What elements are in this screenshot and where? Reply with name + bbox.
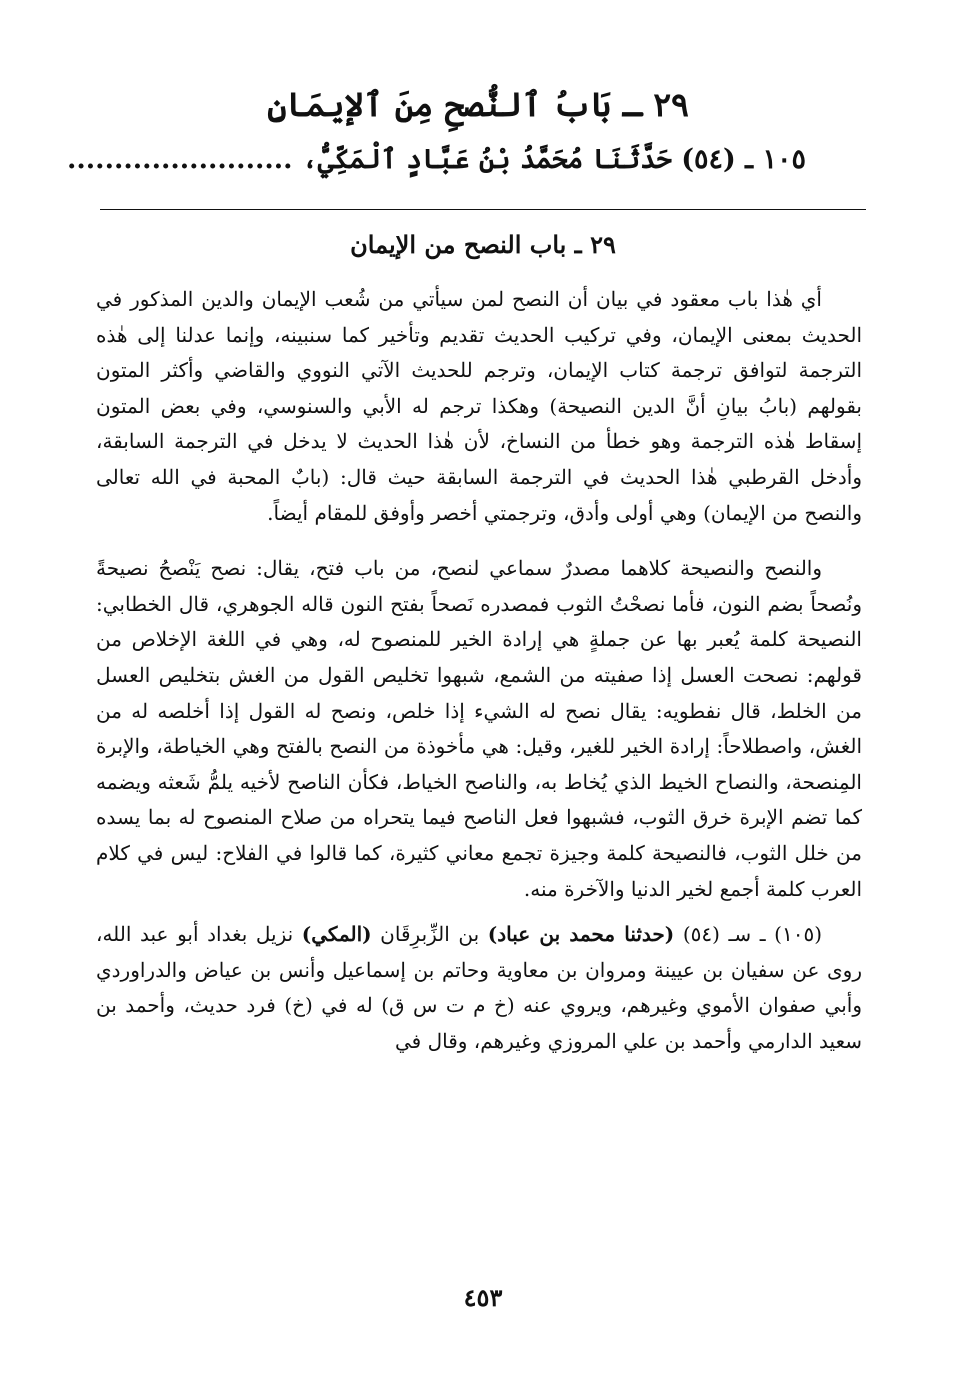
narrator-lineage: بن الزِّبرِقَان bbox=[371, 922, 488, 947]
commentary-body bbox=[96, 282, 862, 1059]
section-divider bbox=[100, 209, 866, 210]
page-number: ٤٥٣ bbox=[463, 1283, 503, 1312]
commentary-title: ٢٩ ـ باب النصح من الإيمان bbox=[350, 230, 616, 259]
narrator-nisba-bold: (المكي) bbox=[301, 922, 372, 947]
narrator-lead: (١٠٥) ـ سـ (٥٤) bbox=[674, 922, 822, 947]
paragraph-narrator bbox=[96, 917, 862, 1059]
paragraph-definition: والنصح والنصيحة كلاهما مصدرٌ سماعي لنصح، من باب فتح، يقال: نصح يَنْصحُ نصيحةً ونُصحاً بضم النون، فأما نصحْتُ الثوب فمصدره نَصحاً بفتح النون قاله الجوهري، قال الخطابي: النصيحة كلمة يُعبر بها عن جملةٍ هي إرادة الخير للمنصوح له، وهي في اللغة الإخلاص من قولهم: نصحت العسل إذا صفيته من الشمع، شبهوا تخليص القول من الغش بتخليص العسل من الخلط، قال نفطويه: يقال نصح له الشيء إذا خلص، ونصح له القول إذا أخلصه له من الغش، واصطلاحاً: إرادة الخير للغير، وقيل: هي مأخوذة من النصح بالفتح وهي الخياطة، والإبرة المِنصحة، والنصاح الخيط الذي يُخاط به، والناصح الخياط، فكأن الناصح لأخيه يلمُّ شَعثه ويضمه كما تضم الإبرة خرق الثوب، فشبهوا فعل الناصح فيما يتحراه من صلاح المنصوح له بما يسده من خلل الثوب، فالنصيحة كلمة وجيزة تجمع معاني كثيرة، كما قالوا في الفلاح: ليس في كلام العرب كلمة أجمع لخير الدنيا والآخرة منه. bbox=[96, 556, 862, 901]
paragraph-intro: أي هٰذا باب معقود في بيان أن النصح لمن سيأتي من شُعب الإيمان والدين المذكور في الحديث بمعنى الإيمان، وفي تركيب الحديث تقديم وتأخير كما سنبينه، وإنما عدلنا إلى هٰذه الترجمة لتوافق ترجمة كتاب الإيمان، وترجم للحديث الآتي النووي والقاضي وأكثر المتون بقولهم (بابُ بيانِ أنَّ الدين النصيحة) وهكذا ترجم له الأبي والسنوسي، وفي بعض المتون إسقاط هٰذه الترجمة وهو خطأ من النساخ، لأن هٰذا الحديث لا يدخل في الترجمة السابقة، وأدخل القرطبي هٰذا الحديث في الترجمة السابقة حيث قال: (بابٌ المحبة في الله تعالى والنصح من الإيمان) وهي أولى وأدق، وترجمتي أخصر وأوفق للمقام أيضاً. bbox=[96, 287, 862, 525]
narrator-rest: نزيل بغداد أبو عبد الله، روى عن سفيان بن عيينة ومروان بن معاوية وحاتم بن إسماعيل وأنس بن عياض والدراوردي وأبي صفوان الأموي وغيرهم، ويروي عنه (خ م ت س ق) له في (خ) فرد حديث، وأحمد بن سعيد الدارمي وأحمد بن علي المروزي وغيرهم، وقال في bbox=[96, 922, 862, 1053]
narrator-name-bold: (حدثنا محمد بن عباد) bbox=[487, 922, 675, 947]
hadith-chain-line: ١٠٥ ـ (٥٤) حَدَّثَنَا مُحَمَّدُ بْنُ عَبَّادٍ ٱلْمَكِّيُّ، ........................ bbox=[66, 144, 806, 175]
chapter-title: ٢٩ ـ بَابُ ٱلنُّصحِ مِنَ ٱلإيمَانِ bbox=[267, 85, 689, 124]
